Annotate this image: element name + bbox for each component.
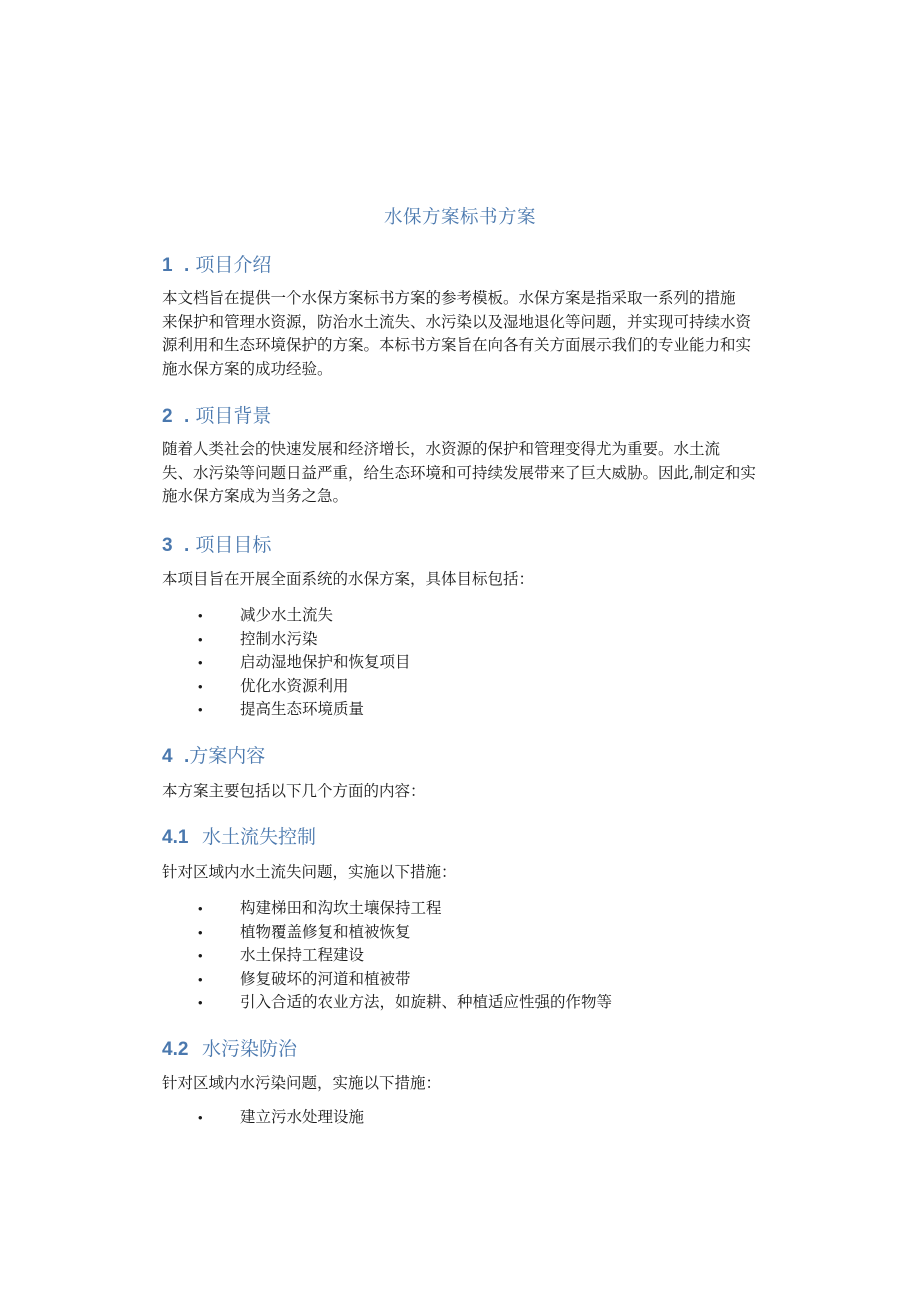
section-4-heading	[162, 741, 265, 768]
document-title: 水保方案标书方案	[383, 207, 536, 228]
paragraph-line: 失、水污染等问题日益严重，给生态环境和可持续发展带来了巨大威胁。因此,制定和实	[162, 463, 756, 482]
section-dot: .	[184, 255, 190, 276]
subsection-number: 4.2	[162, 1039, 189, 1060]
subsection-title: 水污染防治	[202, 1038, 298, 1060]
bullet-glyph: •	[198, 608, 203, 623]
list-item-text: 水土保持工程建设	[240, 946, 365, 964]
list-item-text: 建立污水处理设施	[240, 1108, 365, 1126]
paragraph-line: 来保护和管理水资源，防治水土流失、水污染以及湿地退化等问题，并实现可持续水资	[162, 312, 752, 331]
section-1-paragraph	[162, 287, 792, 381]
paragraph-line: 本文档旨在提供一个水保方案标书方案的参考模板。水保方案是指采取一系列的措施	[162, 289, 736, 307]
list-item-text: 提高生态环境质量	[240, 700, 365, 718]
list-item-text: 构建梯田和沟坎土壤保持工程	[240, 899, 442, 917]
section-title: 项目目标	[195, 534, 272, 556]
subsection-number: 4.1	[162, 827, 189, 848]
bullet-glyph: •	[198, 655, 203, 670]
paragraph-line: 施水保方案成为当务之急。	[162, 487, 349, 505]
section-3-heading	[162, 530, 271, 557]
section-title: 项目背景	[195, 405, 272, 427]
bullet-glyph: •	[198, 971, 203, 987]
bullet-glyph: •	[198, 924, 203, 940]
section-title: 项目介绍	[195, 254, 272, 276]
list-item-text: 优化水资源利用	[240, 676, 349, 695]
section-title: 方案内容	[189, 745, 266, 767]
section-number: 3	[162, 535, 173, 556]
list-item-text: 控制水污染	[240, 629, 318, 648]
bullet-glyph: •	[198, 702, 203, 717]
subsection-4-2-heading	[162, 1034, 297, 1061]
section-number: 1	[162, 255, 173, 276]
section-2-paragraph	[162, 438, 792, 509]
section-2-heading	[162, 401, 271, 428]
section-dot: .	[184, 406, 190, 427]
section-4-intro: 本方案主要包括以下几个方面的内容：	[162, 782, 426, 800]
list-item-text: 修复破坏的河道和植被带	[240, 969, 411, 988]
paragraph-line: 源利用和生态环境保护的方案。本标书方案旨在向各有关方面展示我们的专业能力和实	[162, 336, 752, 354]
paragraph-line: 施水保方案的成功经验。	[162, 359, 333, 378]
bullet-glyph: •	[198, 995, 203, 1010]
bullet-glyph: •	[198, 1110, 203, 1125]
section-1-heading	[162, 250, 271, 277]
paragraph-line: 随着人类社会的快速发展和经济增长，水资源的保护和管理变得尤为重要。水土流	[162, 440, 721, 458]
subsection-4-1-heading	[162, 822, 316, 849]
bullet-glyph: •	[198, 678, 203, 694]
section-dot: .	[184, 535, 190, 556]
bullet-glyph: •	[198, 948, 203, 963]
section-3-intro: 本项目旨在开展全面系统的水保方案，具体目标包括：	[162, 570, 535, 588]
section-number: 2	[162, 406, 173, 427]
list-item-text: 启动湿地保护和恢复项目	[240, 653, 411, 671]
subsection-title: 水土流失控制	[202, 826, 317, 848]
list-item-text: 引入合适的农业方法，如旋耕、种植适应性强的作物等	[240, 993, 613, 1011]
subsection-4-1-intro: 针对区域内水土流失问题，实施以下措施：	[162, 863, 457, 881]
bullet-glyph: •	[198, 901, 203, 916]
section-dot: .	[184, 746, 190, 767]
subsection-4-2-intro: 针对区域内水污染问题，实施以下措施：	[162, 1074, 442, 1092]
list-item-text: 植物覆盖修复和植被恢复	[240, 922, 411, 941]
bullet-glyph: •	[198, 631, 203, 647]
list-item-text: 减少水土流失	[240, 606, 334, 624]
section-number: 4	[162, 746, 173, 767]
